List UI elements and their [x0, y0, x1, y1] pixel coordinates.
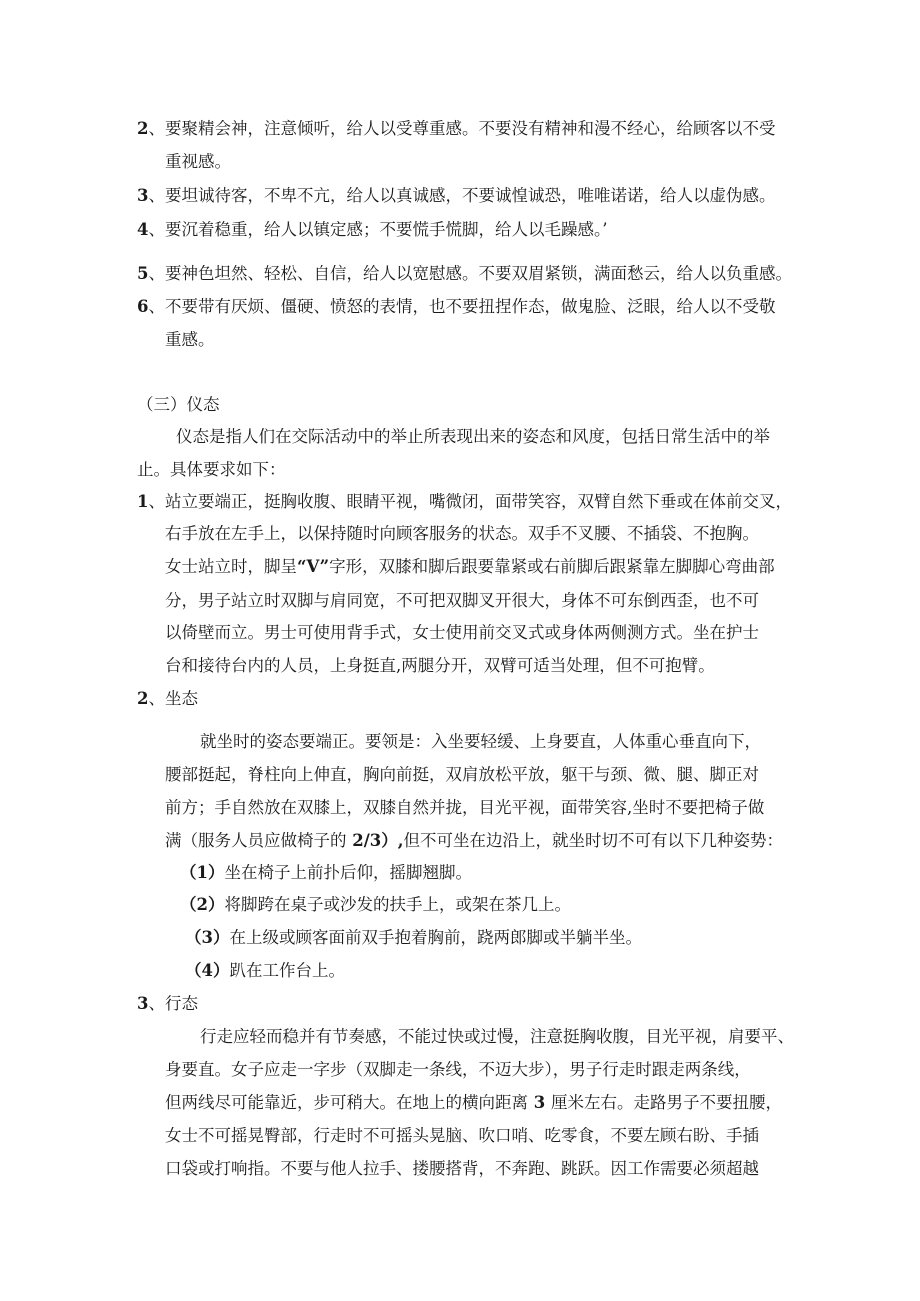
v-shape-label: “V” [297, 557, 330, 576]
list-item-4 [137, 218, 607, 242]
sub-text: 将脚跨在桌子或沙发的扶手上，或架在茶几上。 [224, 895, 571, 914]
item-number: 2 [137, 119, 149, 138]
walking-para-line-2: 身要直。女子应走一字步（双脚走一条线，不迈大步），男子行走时跟走两条线， [165, 1060, 751, 1079]
item-number: 4 [137, 220, 149, 239]
text-segment: 但两线尽可能靠近，步可稍大。在地上的横向距离 [165, 1093, 528, 1112]
standing-line-3 [165, 555, 775, 579]
list-item-3 [137, 184, 775, 208]
distance-value: 3 [528, 1093, 551, 1112]
sub-number: （4） [185, 961, 230, 980]
list-item-6 [137, 295, 775, 319]
item-text: 、要神色坦然、轻松、自信，给人以宽慰感。不要双眉紧锁，满面愁云，给人以负重感。 [148, 264, 792, 283]
list-item-2-cont: 重视感。 [165, 152, 231, 171]
section-heading: （三）仪态 [137, 395, 220, 414]
standing-line-5: 以倚壁而立。男士可使用背手式，女士使用前交叉式或身体两侧测方式。坐在护士 [165, 623, 759, 642]
item-number: 3 [137, 994, 149, 1013]
item-number: 6 [137, 297, 149, 316]
text-segment: 但不可坐在边沿上，就坐时切不可有以下几种姿势： [403, 831, 783, 850]
sitting-sub-4 [185, 959, 345, 983]
walking-para-line-1: 行走应轻而稳并有节奏感，不能过快或过慢，注意挺胸收腹，目光平视，肩要平、 [200, 1027, 794, 1046]
walking-para-line-4: 女士不可摇晃臀部，行走时不可摇头晃脑、吹口哨、吃零食，不要左顾右盼、手插 [165, 1126, 759, 1145]
standing-line-6: 台和接待台内的人员，上身挺直,两腿分开，双臂可适当处理，但不可抱臂。 [165, 656, 715, 675]
item-title: 、行态 [148, 994, 198, 1013]
sub-number: （3） [185, 928, 230, 947]
walking-para-line-5: 口袋或打响指。不要与他人拉手、搂腰搭背，不奔跑、跳跃。因工作需要必须超越 [165, 1159, 759, 1178]
sitting-para-line-2: 腰部挺起，脊柱向上伸直，胸向前挺，双肩放松平放，躯干与颈、微、腿、脚正对 [165, 765, 759, 784]
walking-para-line-3 [165, 1091, 782, 1115]
list-item-5 [137, 262, 792, 286]
item-text: 、要沉着稳重，给人以镇定感；不要慌手慌脚，给人以毛躁感。’ [148, 220, 608, 239]
sitting-sub-3 [185, 926, 642, 950]
text-segment: 女士站立时，脚呈 [165, 557, 297, 576]
standing-line-4: 分，男子站立时双脚与肩同宽，不可把双脚叉开很大，身体不可东倒西歪，也不可 [165, 591, 759, 610]
sitting-sub-2 [180, 893, 571, 917]
sitting-heading [137, 687, 198, 711]
sub-text: 趴在工作台上。 [229, 961, 345, 980]
item-number: 2 [137, 689, 149, 708]
text-segment: 满（服务人员应做椅子的 [165, 831, 347, 850]
item-number: 5 [137, 264, 149, 283]
item-text: 、不要带有厌烦、僵硬、愤怒的表情，也不要扭捏作态，做鬼脸、泛眼，给人以不受敬 [148, 297, 776, 316]
sub-number: （2） [180, 895, 225, 914]
section-intro-line-1: 仪态是指人们在交际活动中的举止所表现出来的姿态和风度，包括日常生活中的举 [176, 427, 770, 446]
sub-text: 在上级或顾客面前双手抱着胸前，跷两郎脚或半躺半坐。 [229, 928, 642, 947]
item-number: 3 [137, 186, 149, 205]
ratio-value: 2/3）, [346, 831, 404, 850]
sitting-para-line-1: 就坐时的姿态要端正。要领是：入坐要轻缓、上身要直，人体重心垂直向下， [200, 732, 761, 751]
standing-item [137, 490, 792, 514]
section-intro-line-2: 止。具体要求如下： [137, 460, 286, 479]
item-number: 1 [137, 492, 149, 511]
sitting-para-line-4 [165, 829, 783, 853]
list-item-2 [137, 117, 775, 141]
item-title: 、坐态 [148, 689, 198, 708]
sub-number: （1） [180, 863, 225, 882]
item-text: 、要聚精会神，注意倾听，给人以受尊重感。不要没有精神和漫不经心，给顾客以不受 [148, 119, 776, 138]
item-text: 、站立要端正，挺胸收腹、眼睛平视，嘴微闭，面带笑容，双臂自然下垂或在体前交叉， [148, 492, 792, 511]
text-segment: 字形，双膝和脚后跟要靠紧或右前脚后跟紧靠左脚脚心弯曲部 [329, 557, 775, 576]
item-text: 、要坦诚待客，不卑不亢，给人以真诚感，不要诚惶诚恐，唯唯诺诺，给人以虚伪感。 [148, 186, 776, 205]
sitting-para-line-3: 前方；手自然放在双膝上，双膝自然并拢，目光平视，面带笑容,坐时不要把椅子做 [165, 798, 765, 817]
sub-text: 坐在椅子上前扑后仰，摇脚翘脚。 [224, 863, 472, 882]
walking-heading [137, 992, 198, 1016]
text-segment: 厘米左右。走路男子不要扭腰， [550, 1093, 782, 1112]
standing-line-2: 右手放在左手上，以保持随时向顾客服务的状态。双手不叉腰、不插袋、不抱胸。 [165, 524, 759, 543]
list-item-6-cont: 重感。 [165, 330, 215, 349]
sitting-sub-1 [180, 861, 472, 885]
